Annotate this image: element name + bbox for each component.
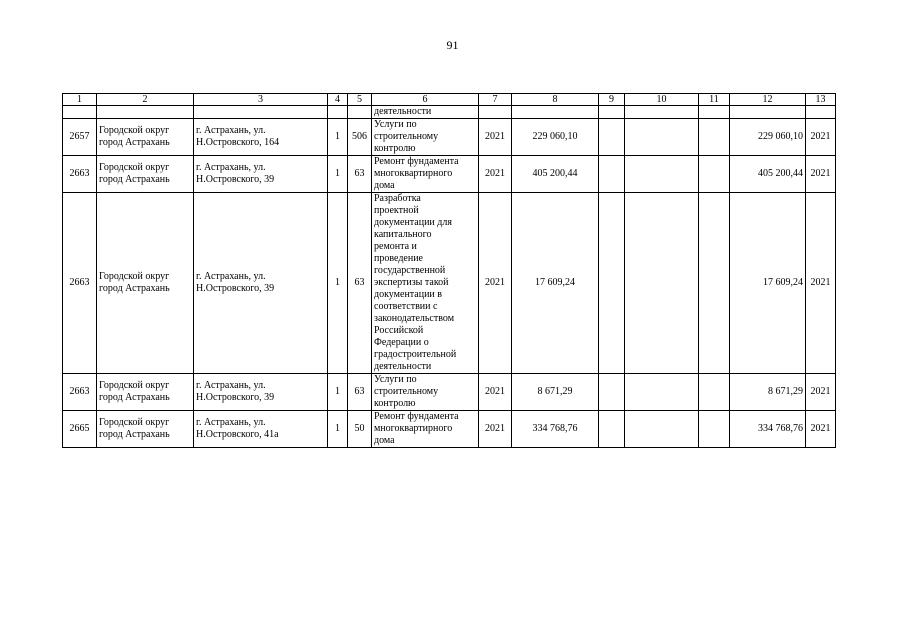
cell-c10	[625, 411, 699, 448]
cell-c4: 1	[328, 193, 348, 374]
cell-line: градостроительной	[374, 349, 457, 360]
cell-c8: 229 060,10	[512, 119, 599, 156]
cell-c2	[97, 411, 194, 448]
cell-line: деятельности	[374, 361, 432, 372]
header-cell: 12	[730, 94, 806, 106]
header-cell: 8	[512, 94, 599, 106]
table-row	[63, 119, 836, 156]
cell-c9	[599, 193, 625, 374]
cell-c12: 405 200,44	[730, 156, 806, 193]
cell-c10	[625, 156, 699, 193]
cell-line: Н.Островского, 39	[196, 174, 275, 185]
cell-c11	[699, 374, 730, 411]
cell-c2	[97, 193, 194, 374]
cell-line: контролю	[374, 398, 416, 409]
cell-c6	[372, 193, 479, 374]
cell-c6	[372, 374, 479, 411]
header-cell: 4	[328, 94, 348, 106]
cell-c9	[599, 411, 625, 448]
header-cell: 3	[194, 94, 328, 106]
cell-c9	[599, 374, 625, 411]
cell-c5: 50	[348, 411, 372, 448]
cell-c1: 2663	[63, 193, 97, 374]
cell-line: экспертизы такой	[374, 277, 449, 288]
cell-line: город Астрахань	[99, 392, 170, 403]
table-row	[63, 411, 836, 448]
cell-line: город Астрахань	[99, 283, 170, 294]
cell-c1: 2657	[63, 119, 97, 156]
cell-line: проведение	[374, 253, 423, 264]
cell-line: соответствии с	[374, 301, 438, 312]
cell-line: строительному	[374, 131, 439, 142]
cell-c1: 2663	[63, 374, 97, 411]
cell-c4: 1	[328, 411, 348, 448]
cell-c9	[599, 119, 625, 156]
cell-c7: 2021	[479, 156, 512, 193]
header-cell: 6	[372, 94, 479, 106]
cell-c10	[625, 119, 699, 156]
header-cell: 10	[625, 94, 699, 106]
cell-c4: 1	[328, 374, 348, 411]
header-cell: 11	[699, 94, 730, 106]
cell-line: проектной	[374, 205, 419, 216]
cell-c12: 17 609,24	[730, 193, 806, 374]
cell-c3	[194, 411, 328, 448]
cell-c4: 1	[328, 156, 348, 193]
cell-line: Н.Островского, 41а	[196, 429, 279, 440]
cell-line: Городской округ	[99, 125, 170, 136]
cell-c13: 2021	[806, 156, 836, 193]
cell-line: Городской округ	[99, 271, 170, 282]
register-table	[62, 93, 836, 448]
cell-line: Н.Островского, 39	[196, 283, 275, 294]
table-row	[63, 156, 836, 193]
cell-line: город Астрахань	[99, 137, 170, 148]
cell-c8: 405 200,44	[512, 156, 599, 193]
cell-line: город Астрахань	[99, 174, 170, 185]
cell-c3	[194, 374, 328, 411]
cell-c8: 334 768,76	[512, 411, 599, 448]
cell-c2	[97, 156, 194, 193]
cell-c13: 2021	[806, 119, 836, 156]
cell-c2	[97, 119, 194, 156]
cell-line: дома	[374, 435, 395, 446]
header-cell: 13	[806, 94, 836, 106]
cell-line: Услуги по	[374, 374, 417, 385]
cell-line: Городской округ	[99, 162, 170, 173]
cell-c12: 8 671,29	[730, 374, 806, 411]
cell-c5: 506	[348, 119, 372, 156]
cell-line: многоквартирного	[374, 423, 453, 434]
cell-c6	[372, 156, 479, 193]
header-cell: 2	[97, 94, 194, 106]
cell-line: строительному	[374, 386, 439, 397]
cell-c8: 17 609,24	[512, 193, 599, 374]
cell-c4: 1	[328, 119, 348, 156]
cell-line: г. Астрахань, ул.	[196, 380, 266, 391]
cell-line: документации в	[374, 289, 442, 300]
cell-c11	[699, 156, 730, 193]
cell-line: Ремонт фундамента	[374, 411, 459, 422]
cell-c10	[625, 193, 699, 374]
cell-line: Российской	[374, 325, 424, 336]
header-cell: 9	[599, 94, 625, 106]
cell-c1: 2665	[63, 411, 97, 448]
cell-c12: 334 768,76	[730, 411, 806, 448]
cell-line: многоквартирного	[374, 168, 453, 179]
cell-c10	[625, 374, 699, 411]
cell-c5: 63	[348, 156, 372, 193]
header-cell: 7	[479, 94, 512, 106]
cell-c8: 8 671,29	[512, 374, 599, 411]
cell-c9	[599, 156, 625, 193]
cell-line: государственной	[374, 265, 446, 276]
cell-line: ремонта и	[374, 241, 417, 252]
cell-line: Услуги по	[374, 119, 417, 130]
cell-line: Городской округ	[99, 380, 170, 391]
continuation-text: деятельности	[372, 106, 479, 119]
header-cell: 5	[348, 94, 372, 106]
continuation-row	[63, 106, 836, 119]
cell-c5: 63	[348, 374, 372, 411]
cell-c7: 2021	[479, 119, 512, 156]
cell-line: Ремонт фундамента	[374, 156, 459, 167]
cell-c13: 2021	[806, 374, 836, 411]
cell-c3	[194, 119, 328, 156]
table-body	[63, 94, 836, 448]
cell-c11	[699, 193, 730, 374]
cell-line: контролю	[374, 143, 416, 154]
cell-line: г. Астрахань, ул.	[196, 271, 266, 282]
page-number: 91	[446, 38, 459, 52]
table-row	[63, 193, 836, 374]
cell-c13: 2021	[806, 193, 836, 374]
cell-c7: 2021	[479, 193, 512, 374]
cell-line: капитального	[374, 229, 432, 240]
header-row	[63, 94, 836, 106]
cell-c3	[194, 156, 328, 193]
cell-line: г. Астрахань, ул.	[196, 125, 266, 136]
cell-line: законодательством	[374, 313, 455, 324]
cell-c13: 2021	[806, 411, 836, 448]
cell-line: г. Астрахань, ул.	[196, 162, 266, 173]
cell-c11	[699, 119, 730, 156]
cell-line: дома	[374, 180, 395, 191]
cell-c12: 229 060,10	[730, 119, 806, 156]
cell-c11	[699, 411, 730, 448]
cell-c6	[372, 411, 479, 448]
cell-c1: 2663	[63, 156, 97, 193]
cell-line: Городской округ	[99, 417, 170, 428]
cell-c6	[372, 119, 479, 156]
cell-c3	[194, 193, 328, 374]
cell-line: город Астрахань	[99, 429, 170, 440]
cell-line: Федерации о	[374, 337, 429, 348]
cell-line: Н.Островского, 164	[196, 137, 280, 148]
cell-c7: 2021	[479, 411, 512, 448]
header-cell: 1	[63, 94, 97, 106]
table-row	[63, 374, 836, 411]
cell-line: Н.Островского, 39	[196, 392, 275, 403]
cell-line: документации для	[374, 217, 452, 228]
cell-c7: 2021	[479, 374, 512, 411]
cell-line: г. Астрахань, ул.	[196, 417, 266, 428]
cell-line: Разработка	[374, 193, 421, 204]
cell-c5: 63	[348, 193, 372, 374]
cell-c2	[97, 374, 194, 411]
